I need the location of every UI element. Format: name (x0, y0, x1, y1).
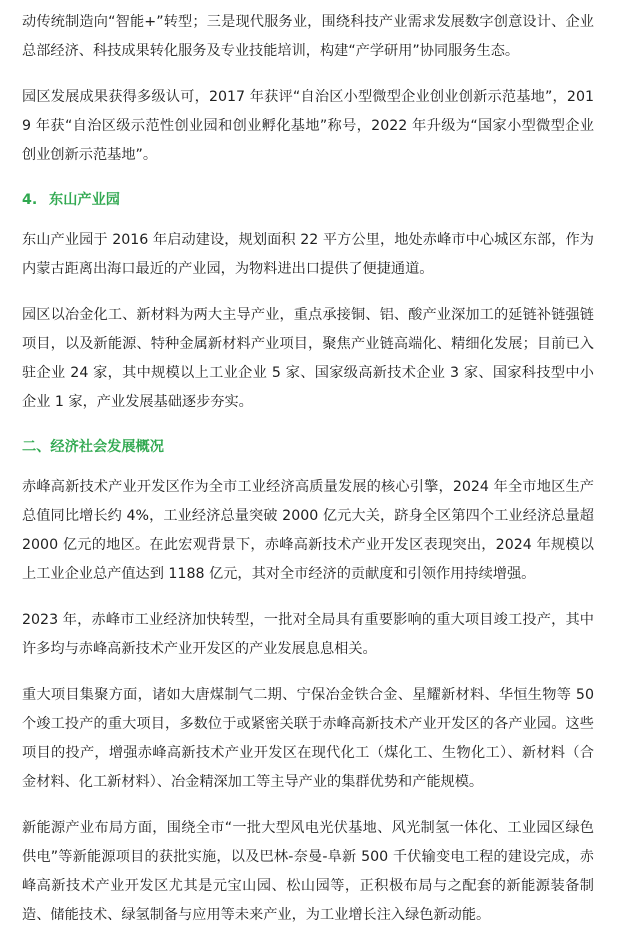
paragraph: 动传统制造向“智能+”转型；三是现代服务业，围绕科技产业需求发展数字创意设计、企业总部经济、科技成果转化服务及专业技能培训，构建“产学研用”协同服务生态。 (22, 14, 594, 59)
paragraph: 园区发展成果获得多级认可，2017 年获评“自治区小型微型企业创业创新示范基地”，2019 年获“自治区级示范性创业园和创业孵化基地”称号，2022 年升级为“国家小型微型企业创业创新示范基地”。 (22, 89, 594, 163)
paragraph: 园区以冶金化工、新材料为两大主导产业，重点承接铜、铝、酸产业深加工的延链补链强链项目，以及新能源、特种金属新材料产业项目，聚焦产业链高端化、精细化发展；目前已入驻企业 24 家，其中规模以上工业企业 5 家、国家级高新技术企业 3 家、国家科技型中小企业 1 家，产业发展基础逐步夯实。 (22, 307, 594, 410)
paragraph: 东山产业园于 2016 年启动建设，规划面积 22 平方公里，地处赤峰市中心城区东部，作为内蒙古距离出海口最近的产业园，为物料进出口提供了便捷通道。 (22, 232, 594, 277)
heading-text: 东山产业园 (49, 192, 120, 208)
paragraph: 2023 年，赤峰市工业经济加快转型，一批对全局具有重要影响的重大项目竣工投产，其中许多均与赤峰高新技术产业开发区的产业发展息息相关。 (22, 612, 594, 657)
document-body (22, 8, 594, 947)
heading-number: 4. (22, 192, 38, 208)
paragraph: 新能源产业布局方面，围绕全市“一批大型风电光伏基地、风光制氢一体化、工业园区绿色供电”等新能源项目的获批实施，以及巴林-奈曼-阜新 500 千伏输变电工程的建设完成，赤峰高新技术产业开发区尤其是元宝山园、松山园等，正积极布局与之配套的新能源装备制造、储能技术、绿氢制备与应用等未来产业，为工业增长注入绿色新动能。 (22, 820, 594, 923)
paragraph: 赤峰高新技术产业开发区作为全市工业经济高质量发展的核心引擎，2024 年全市地区生产总值同比增长约 4%，工业经济总量突破 2000 亿元大关，跻身全区第四个工业经济总量超 2000 亿元的地区。在此宏观背景下，赤峰高新技术产业开发区表现突出，2024 年规模以上工业企业总产值达到 1188 亿元，其对全市经济的贡献度和引领作用持续增强。 (22, 479, 594, 582)
section-heading (22, 187, 594, 213)
paragraph: 重大项目集聚方面，诸如大唐煤制气二期、宁保冶金铁合金、星耀新材料、华恒生物等 50 个竣工投产的重大项目，多数位于或紧密关联于赤峰高新技术产业开发区的各产业园。这些项目的投产，增强赤峰高新技术产业开发区在现代化工（煤化工、生物化工）、新材料（合金材料、化工新材料）、冶金精深加工等主导产业的集群优势和产能规模。 (22, 687, 594, 790)
section-heading: 二、经济社会发展概况 (22, 439, 164, 455)
